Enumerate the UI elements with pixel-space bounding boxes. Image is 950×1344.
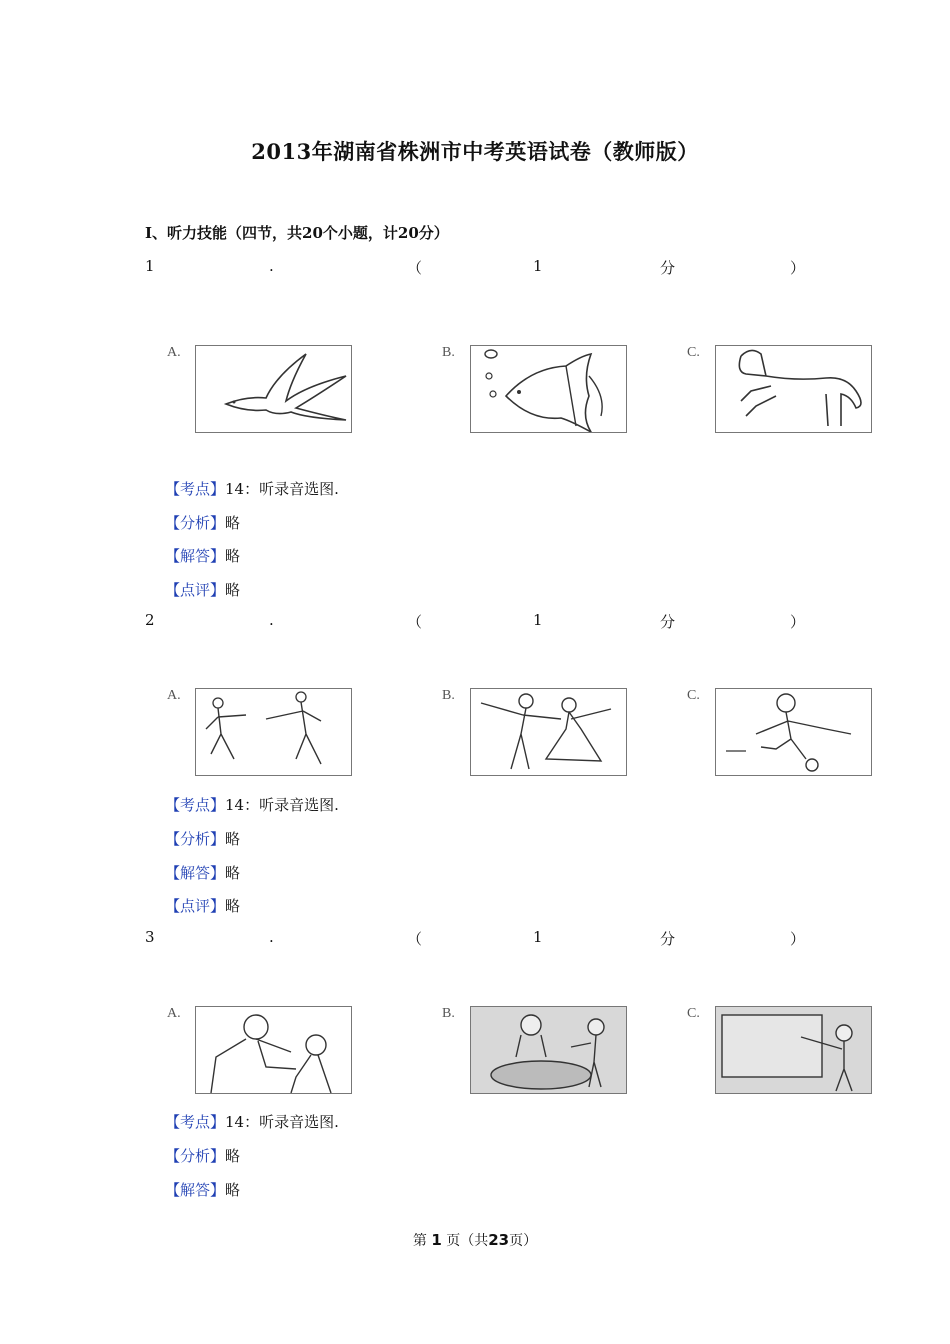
question-score: 1: [533, 257, 543, 275]
score-unit: 分: [660, 930, 676, 948]
option-label: C.: [687, 345, 700, 360]
question-2-options: [165, 688, 875, 788]
page-footer: 第 1 页（共23页）: [412, 1231, 538, 1249]
question-1-header: [145, 257, 805, 279]
meta-jieda: 【解答】略: [165, 1181, 241, 1199]
option-label: B.: [442, 688, 455, 703]
teacher-blackboard-icon: [715, 1006, 872, 1094]
left-paren: （: [407, 930, 423, 948]
boy-football-icon: [715, 688, 872, 776]
meta-dianping: 【点评】略: [165, 581, 241, 599]
score-unit: 分: [660, 259, 676, 277]
score-unit: 分: [660, 613, 676, 631]
question-1-options: [165, 345, 875, 445]
question-3-header: [145, 928, 805, 950]
option-label: A.: [167, 688, 181, 703]
right-paren: ）: [790, 259, 806, 277]
meta-fenxi: 【分析】略: [165, 514, 241, 532]
left-paren: （: [407, 259, 423, 277]
option-label: C.: [687, 688, 700, 703]
option-label: C.: [687, 1006, 700, 1021]
question-number: 1: [145, 257, 155, 275]
option-c: [685, 688, 875, 788]
right-paren: ）: [790, 613, 806, 631]
question-score: 1: [533, 928, 543, 946]
option-b: [440, 1006, 630, 1106]
question-number: 2: [145, 611, 155, 629]
question-dot: .: [269, 257, 274, 275]
question-score: 1: [533, 611, 543, 629]
option-b: [440, 688, 630, 788]
meta-fenxi: 【分析】略: [165, 830, 241, 848]
right-paren: ）: [790, 930, 806, 948]
running-people-icon: [195, 688, 352, 776]
option-c: [685, 1006, 875, 1106]
option-label: B.: [442, 1006, 455, 1021]
meta-dianping: 【点评】略: [165, 897, 241, 915]
bird-icon: [195, 345, 352, 433]
woman-child-basket-icon: [470, 1006, 627, 1094]
option-c: [685, 345, 875, 445]
option-a: [165, 688, 355, 788]
option-label: B.: [442, 345, 455, 360]
fish-icon: [470, 345, 627, 433]
section-heading: I、听力技能（四节，共20个小题，计20分）: [145, 224, 449, 242]
meta-kaodian: 【考点】14：听录音选图.: [165, 480, 339, 498]
meta-jieda: 【解答】略: [165, 864, 241, 882]
question-3-options: [165, 1006, 875, 1106]
option-a: [165, 345, 355, 445]
total-pages: 23: [488, 1231, 510, 1249]
option-a: [165, 1006, 355, 1106]
document-title: 2013年湖南省株洲市中考英语试卷（教师版）: [251, 139, 699, 164]
page-number: 1: [431, 1231, 442, 1249]
question-2-header: [145, 611, 805, 633]
horse-icon: [715, 345, 872, 433]
meta-kaodian: 【考点】14：听录音选图.: [165, 796, 339, 814]
meta-jieda: 【解答】略: [165, 547, 241, 565]
question-number: 3: [145, 928, 155, 946]
option-b: [440, 345, 630, 445]
dancing-couple-icon: [470, 688, 627, 776]
meta-kaodian: 【考点】14：听录音选图.: [165, 1113, 339, 1131]
left-paren: （: [407, 613, 423, 631]
option-label: A.: [167, 1006, 181, 1021]
meta-fenxi: 【分析】略: [165, 1147, 241, 1165]
doctor-patient-icon: [195, 1006, 352, 1094]
question-dot: .: [269, 928, 274, 946]
question-dot: .: [269, 611, 274, 629]
option-label: A.: [167, 345, 181, 360]
